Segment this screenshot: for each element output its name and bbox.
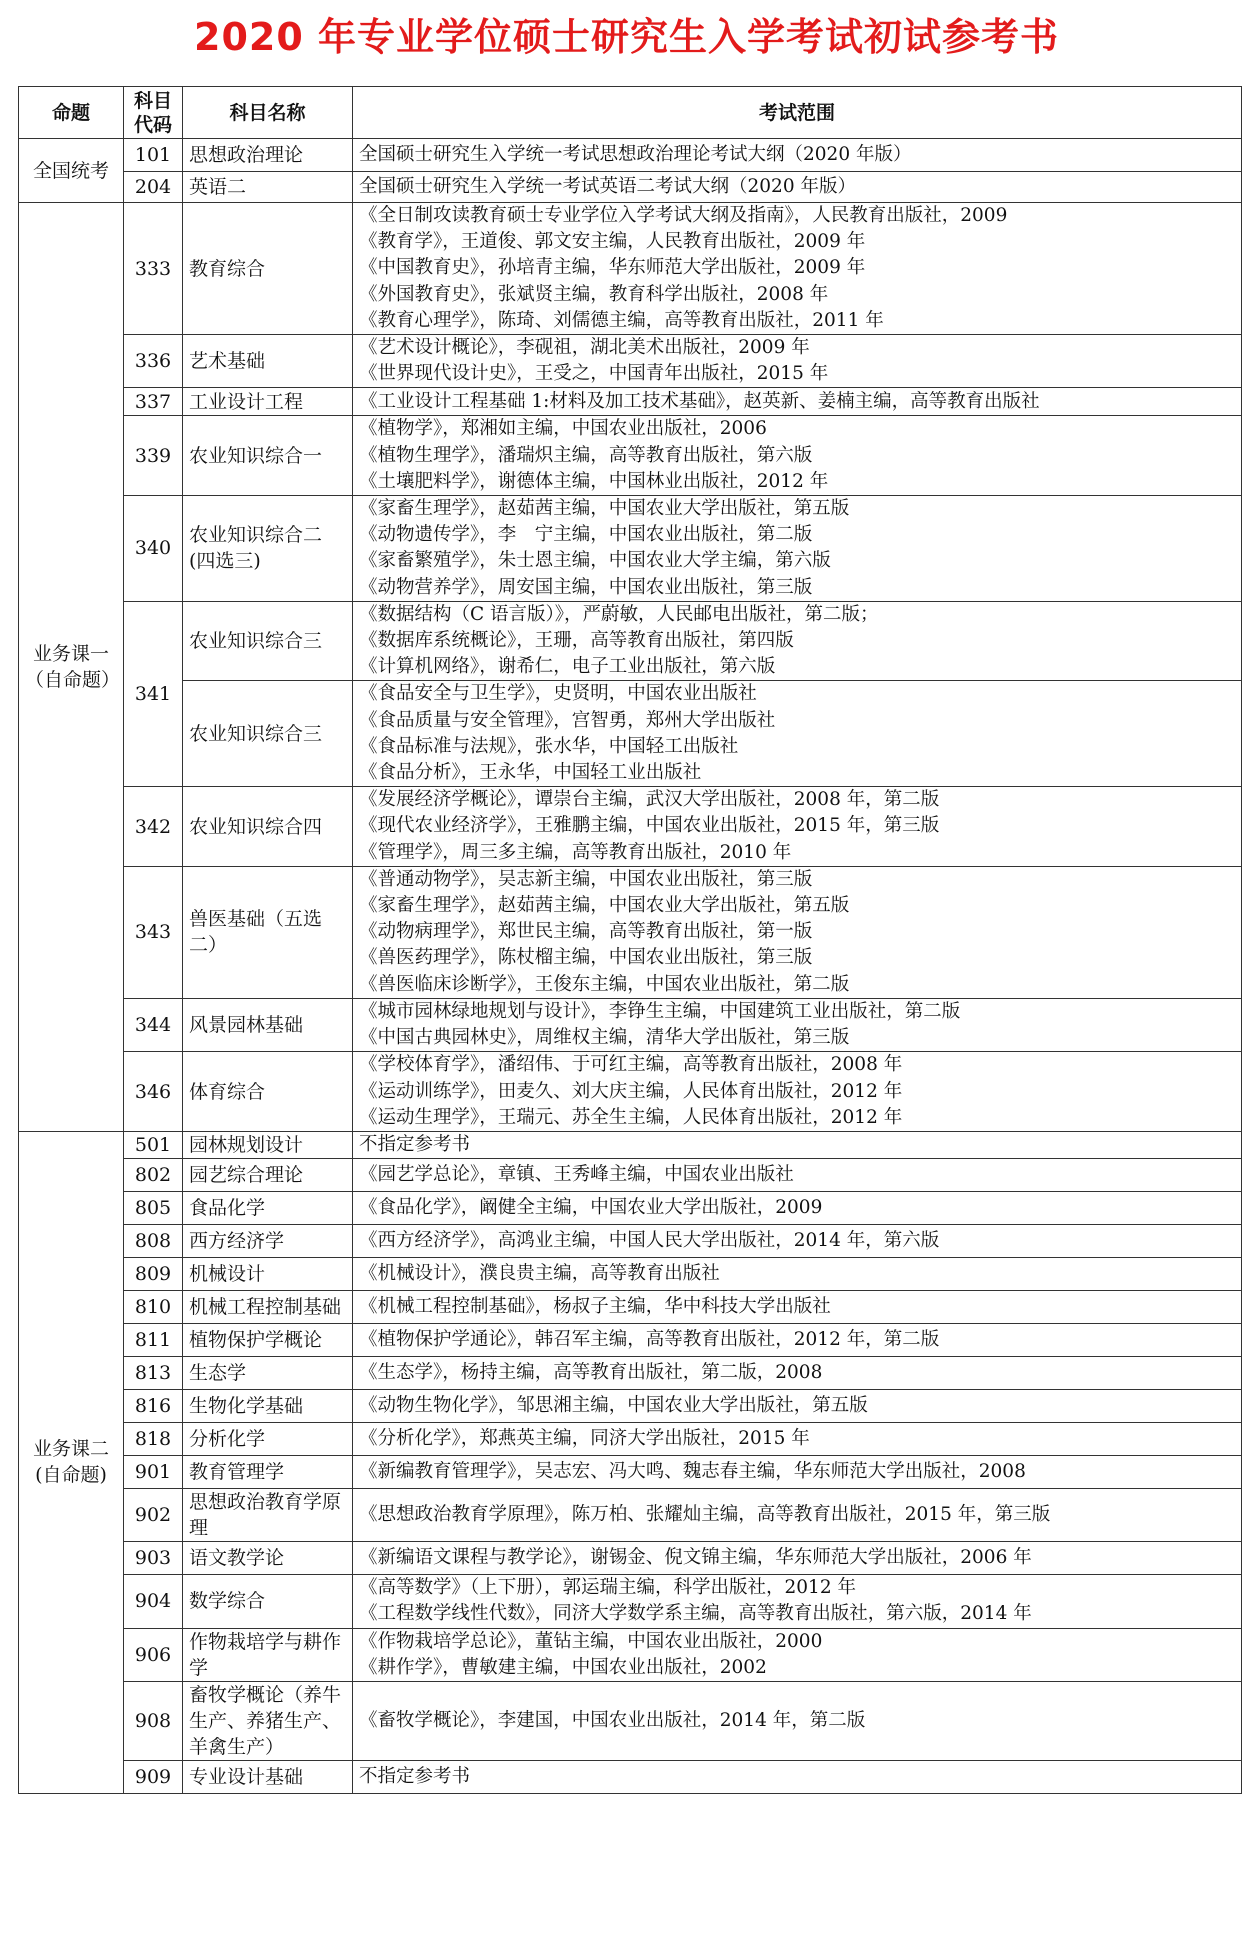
subject-name-cell: 机械工程控制基础 [183, 1291, 353, 1324]
code-cell: 344 [124, 998, 183, 1051]
subject-name-cell: 西方经济学 [183, 1225, 353, 1258]
scope-cell [353, 203, 1242, 335]
table-row [19, 172, 1242, 203]
reference-line: 《工业设计工程基础 1:材料及加工技术基础》，赵英新、姜楠主编，高等教育出版社 [359, 390, 1040, 412]
table-row [19, 496, 1242, 602]
reference-line: 《畜牧学概论》，李建国，中国农业出版社，2014 年，第二版 [359, 1709, 866, 1731]
header-name: 科目名称 [183, 87, 353, 139]
code-cell: 810 [124, 1291, 183, 1324]
table-row [19, 1390, 1242, 1423]
scope-cell [353, 787, 1242, 867]
table-row [19, 139, 1242, 172]
code-cell: 802 [124, 1159, 183, 1192]
reference-line: 《新编教育管理学》，吴志宏、冯大鸣、魏志春主编，华东师范大学出版社，2008 [359, 1461, 1026, 1482]
code-cell: 813 [124, 1357, 183, 1390]
code-cell: 811 [124, 1324, 183, 1357]
reference-table [18, 86, 1242, 1794]
reference-line: 《西方经济学》，高鸿业主编，中国人民大学出版社，2014 年，第六版 [359, 1230, 940, 1251]
subject-name-cell: 食品化学 [183, 1192, 353, 1225]
code-cell: 343 [124, 866, 183, 998]
code-cell: 908 [124, 1681, 183, 1760]
reference-line: 全国硕士研究生入学统一考试思想政治理论考试大纲（2020 年版） [359, 143, 912, 165]
scope-cell [353, 998, 1242, 1051]
table-row [19, 998, 1242, 1051]
reference-line: 《植物学》，郑湘如主编，中国农业出版社，2006 [359, 418, 767, 440]
reference-line: 《计算机网络》，谢希仁，电子工业出版社，第六版 [359, 656, 776, 678]
code-cell: 903 [124, 1542, 183, 1575]
reference-line: 《运动生理学》，王瑞元、苏全生主编，人民体育出版社，2012 年 [359, 1106, 903, 1128]
table-row [19, 1192, 1242, 1225]
reference-line: 《全日制攻读教育硕士专业学位入学考试大纲及指南》，人民教育出版社，2009 [359, 205, 1008, 226]
subject-name-cell: 兽医基础（五选二） [183, 866, 353, 998]
scope-cell [353, 496, 1242, 602]
scope-cell [353, 1489, 1242, 1542]
code-cell: 336 [124, 335, 183, 388]
code-cell: 204 [124, 172, 183, 203]
reference-line: 《城市园林绿地规划与设计》，李铮生主编，中国建筑工业出版社，第二版 [359, 1000, 961, 1022]
subject-name-cell: 农业知识综合三 [183, 601, 353, 681]
reference-line: 《家畜生理学》，赵茹茜主编，中国农业大学出版社，第五版 [359, 895, 850, 917]
reference-line: 《高等数学》（上下册），郭运瑞主编，科学出版社，2012 年 [359, 1577, 856, 1599]
table-row [19, 1291, 1242, 1324]
reference-line: 《管理学》，周三多主编，高等教育出版社，2010 年 [359, 841, 792, 863]
code-cell: 818 [124, 1423, 183, 1456]
table-row [19, 1575, 1242, 1628]
code-cell: 341 [124, 601, 183, 786]
table-row [19, 1489, 1242, 1542]
reference-line: 《作物栽培学总论》，董钻主编，中国农业出版社，2000 [359, 1630, 823, 1652]
subject-name-cell: 生物化学基础 [183, 1390, 353, 1423]
subject-name-cell: 生态学 [183, 1357, 353, 1390]
header-row [19, 87, 1242, 139]
code-cell: 808 [124, 1225, 183, 1258]
reference-line: 不指定参考书 [359, 1133, 471, 1155]
reference-line: 《家畜生理学》，赵茹茜主编，中国农业大学出版社，第五版 [359, 498, 850, 520]
table-body [19, 139, 1242, 1794]
reference-line: 《教育心理学》，陈琦、刘儒德主编，高等教育出版社，2011 年 [359, 309, 884, 331]
scope-cell [353, 388, 1242, 416]
reference-line: 《现代农业经济学》，王雅鹏主编，中国农业出版社，2015 年，第三版 [359, 815, 940, 837]
reference-line: 《机械设计》，濮良贵主编，高等教育出版社 [359, 1263, 720, 1284]
subject-name-cell: 英语二 [183, 172, 353, 203]
subject-name-cell: 园林规划设计 [183, 1131, 353, 1158]
reference-line: 《兽医药理学》，陈杖榴主编，中国农业出版社，第三版 [359, 947, 813, 969]
subject-name-cell: 植物保护学概论 [183, 1324, 353, 1357]
subject-name-cell: 畜牧学概论（养牛生产、养猪生产、羊禽生产） [183, 1681, 353, 1760]
reference-line: 《中国教育史》，孙培青主编，华东师范大学出版社，2009 年 [359, 257, 866, 279]
reference-line: 全国硕士研究生入学统一考试英语二考试大纲（2020 年版） [359, 175, 856, 197]
reference-line: 《食品标准与法规》，张水华，中国轻工出版社 [359, 735, 739, 757]
reference-line: 《食品安全与卫生学》，史贤明，中国农业出版社 [359, 683, 757, 705]
table-row [19, 1324, 1242, 1357]
table-row [19, 203, 1242, 335]
reference-line: 《世界现代设计史》，王受之，中国青年出版社，2015 年 [359, 363, 829, 385]
scope-cell [353, 1357, 1242, 1390]
reference-line: 《动物生物化学》，邹思湘主编，中国农业大学出版社，第五版 [359, 1395, 868, 1416]
scope-cell [353, 1192, 1242, 1225]
scope-cell [353, 1575, 1242, 1628]
scope-cell [353, 1681, 1242, 1760]
code-cell: 346 [124, 1052, 183, 1132]
code-cell: 337 [124, 388, 183, 416]
header-group: 命题 [19, 87, 124, 139]
reference-line: 《生态学》，杨持主编，高等教育出版社，第二版，2008 [359, 1362, 823, 1383]
group-cell: 全国统考 [19, 139, 124, 203]
subject-name-cell: 教育综合 [183, 203, 353, 335]
table-row [19, 787, 1242, 867]
subject-name-cell: 工业设计工程 [183, 388, 353, 416]
table-row [19, 1258, 1242, 1291]
subject-name-cell: 作物栽培学与耕作学 [183, 1628, 353, 1681]
subject-name-cell: 风景园林基础 [183, 998, 353, 1051]
reference-line: 《动物病理学》，郑世民主编，高等教育出版社，第一版 [359, 921, 813, 943]
scope-cell [353, 1760, 1242, 1793]
scope-cell [353, 1390, 1242, 1423]
subject-name-cell: 农业知识综合一 [183, 416, 353, 496]
table-row [19, 866, 1242, 998]
reference-line: 《中国古典园林史》，周维权主编，清华大学出版社，第三版 [359, 1027, 850, 1049]
reference-line: 《新编语文课程与教学论》，谢锡金、倪文锦主编，华东师范大学出版社，2006 年 [359, 1547, 1032, 1568]
code-cell: 339 [124, 416, 183, 496]
subject-name-cell: 教育管理学 [183, 1456, 353, 1489]
code-cell: 805 [124, 1192, 183, 1225]
code-cell: 501 [124, 1131, 183, 1158]
table-row [19, 601, 1242, 681]
subject-name-cell: 农业知识综合三 [183, 681, 353, 787]
reference-line: 《运动训练学》，田麦久、刘大庆主编，人民体育出版社，2012 年 [359, 1080, 903, 1102]
code-cell: 333 [124, 203, 183, 335]
reference-line: 《工程数学线性代数》，同济大学数学系主编，高等教育出版社，第六版，2014 年 [359, 1603, 1032, 1625]
table-row [19, 335, 1242, 388]
reference-line: 《食品化学》，阚健全主编，中国农业大学出版社，2009 [359, 1197, 823, 1218]
code-cell: 902 [124, 1489, 183, 1542]
table-row [19, 1052, 1242, 1132]
reference-line: 《学校体育学》，潘绍伟、于可红主编，高等教育出版社，2008 年 [359, 1054, 903, 1076]
reference-line: 《机械工程控制基础》，杨叔子主编，华中科技大学出版社 [359, 1296, 831, 1317]
reference-line: 《植物生理学》，潘瑞炽主编，高等教育出版社，第六版 [359, 444, 813, 466]
reference-line: 《植物保护学通论》，韩召军主编，高等教育出版社，2012 年，第二版 [359, 1329, 940, 1350]
code-cell: 904 [124, 1575, 183, 1628]
scope-cell [353, 335, 1242, 388]
subject-name-cell: 专业设计基础 [183, 1760, 353, 1793]
scope-cell [353, 866, 1242, 998]
scope-cell [353, 1258, 1242, 1291]
table-row [19, 1760, 1242, 1793]
reference-line: 《动物遗传学》，李 宁主编，中国农业出版社，第二版 [359, 524, 813, 546]
table-row [19, 1225, 1242, 1258]
scope-cell [353, 601, 1242, 681]
scope-cell [353, 416, 1242, 496]
code-cell: 906 [124, 1628, 183, 1681]
scope-cell [353, 1291, 1242, 1324]
reference-line: 《耕作学》，曹敏建主编，中国农业出版社，2002 [359, 1656, 767, 1678]
reference-line: 《兽医临床诊断学》，王俊东主编，中国农业出版社，第二版 [359, 973, 850, 995]
subject-name-cell: 机械设计 [183, 1258, 353, 1291]
subject-name-cell: 艺术基础 [183, 335, 353, 388]
table-row [19, 1456, 1242, 1489]
table-row [19, 1357, 1242, 1390]
reference-line: 《家畜繁殖学》，朱士恩主编，中国农业大学主编，第六版 [359, 550, 831, 572]
reference-line: 《动物营养学》，周安国主编，中国农业出版社，第三版 [359, 576, 813, 598]
code-cell: 909 [124, 1760, 183, 1793]
table-row [19, 416, 1242, 496]
table-row [19, 1628, 1242, 1681]
subject-name-cell: 园艺综合理论 [183, 1159, 353, 1192]
table-row [19, 681, 1242, 787]
table-row [19, 1131, 1242, 1158]
scope-cell [353, 1423, 1242, 1456]
code-cell: 901 [124, 1456, 183, 1489]
reference-line: 《土壤肥料学》，谢德体主编，中国林业出版社，2012 年 [359, 470, 829, 492]
code-cell: 340 [124, 496, 183, 602]
subject-name-cell: 数学综合 [183, 1575, 353, 1628]
table-row [19, 388, 1242, 416]
scope-cell [353, 1628, 1242, 1681]
group-cell: 业务课一（自命题） [19, 203, 124, 1132]
reference-line: 《普通动物学》，吴志新主编，中国农业出版社，第三版 [359, 868, 813, 890]
reference-line: 《思想政治教育学原理》，陈万柏、张耀灿主编，高等教育出版社，2015 年，第三版 [359, 1504, 1051, 1525]
scope-cell [353, 139, 1242, 172]
code-cell: 101 [124, 139, 183, 172]
reference-line: 《教育学》，王道俊、郭文安主编，人民教育出版社，2009 年 [359, 231, 866, 253]
reference-line: 不指定参考书 [359, 1765, 471, 1787]
code-cell: 809 [124, 1258, 183, 1291]
scope-cell [353, 1542, 1242, 1575]
subject-name-cell: 农业知识综合四 [183, 787, 353, 867]
scope-cell [353, 172, 1242, 203]
scope-cell [353, 1159, 1242, 1192]
table-row [19, 1423, 1242, 1456]
table-row [19, 1681, 1242, 1760]
scope-cell [353, 1324, 1242, 1357]
scope-cell [353, 681, 1242, 787]
reference-line: 《食品分析》，王永华，中国轻工业出版社 [359, 762, 702, 784]
table-row [19, 1542, 1242, 1575]
scope-cell [353, 1052, 1242, 1132]
reference-line: 《外国教育史》，张斌贤主编，教育科学出版社，2008 年 [359, 283, 829, 305]
reference-line: 《园艺学总论》，章镇、王秀峰主编，中国农业出版社 [359, 1164, 794, 1185]
reference-line: 《分析化学》，郑燕英主编，同济大学出版社，2015 年 [359, 1428, 810, 1449]
scope-cell [353, 1225, 1242, 1258]
scope-cell [353, 1131, 1242, 1158]
code-cell: 816 [124, 1390, 183, 1423]
subject-name-cell: 语文教学论 [183, 1542, 353, 1575]
group-cell: 业务课二(自命题) [19, 1131, 124, 1793]
reference-line: 《数据结构（C 语言版）》，严蔚敏，人民邮电出版社，第二版； [359, 603, 879, 625]
table-row [19, 1159, 1242, 1192]
code-cell: 342 [124, 787, 183, 867]
header-scope: 考试范围 [353, 87, 1242, 139]
header-code: 科目代码 [124, 87, 183, 139]
reference-line: 《数据库系统概论》，王珊，高等教育出版社，第四版 [359, 630, 794, 652]
subject-name-cell: 分析化学 [183, 1423, 353, 1456]
subject-name-cell: 体育综合 [183, 1052, 353, 1132]
subject-name-cell: 思想政治教育学原理 [183, 1489, 353, 1542]
scope-cell [353, 1456, 1242, 1489]
reference-line: 《食品质量与安全管理》，宫智勇，郑州大学出版社 [359, 709, 776, 731]
subject-name-cell: 思想政治理论 [183, 139, 353, 172]
subject-name-cell: 农业知识综合二(四选三) [183, 496, 353, 602]
reference-line: 《艺术设计概论》，李砚祖，湖北美术出版社，2009 年 [359, 337, 810, 359]
page-title: 2020 年专业学位硕士研究生入学考试初试参考书 [194, 15, 1059, 59]
reference-line: 《发展经济学概论》，谭崇台主编，武汉大学出版社，2008 年，第二版 [359, 789, 940, 811]
